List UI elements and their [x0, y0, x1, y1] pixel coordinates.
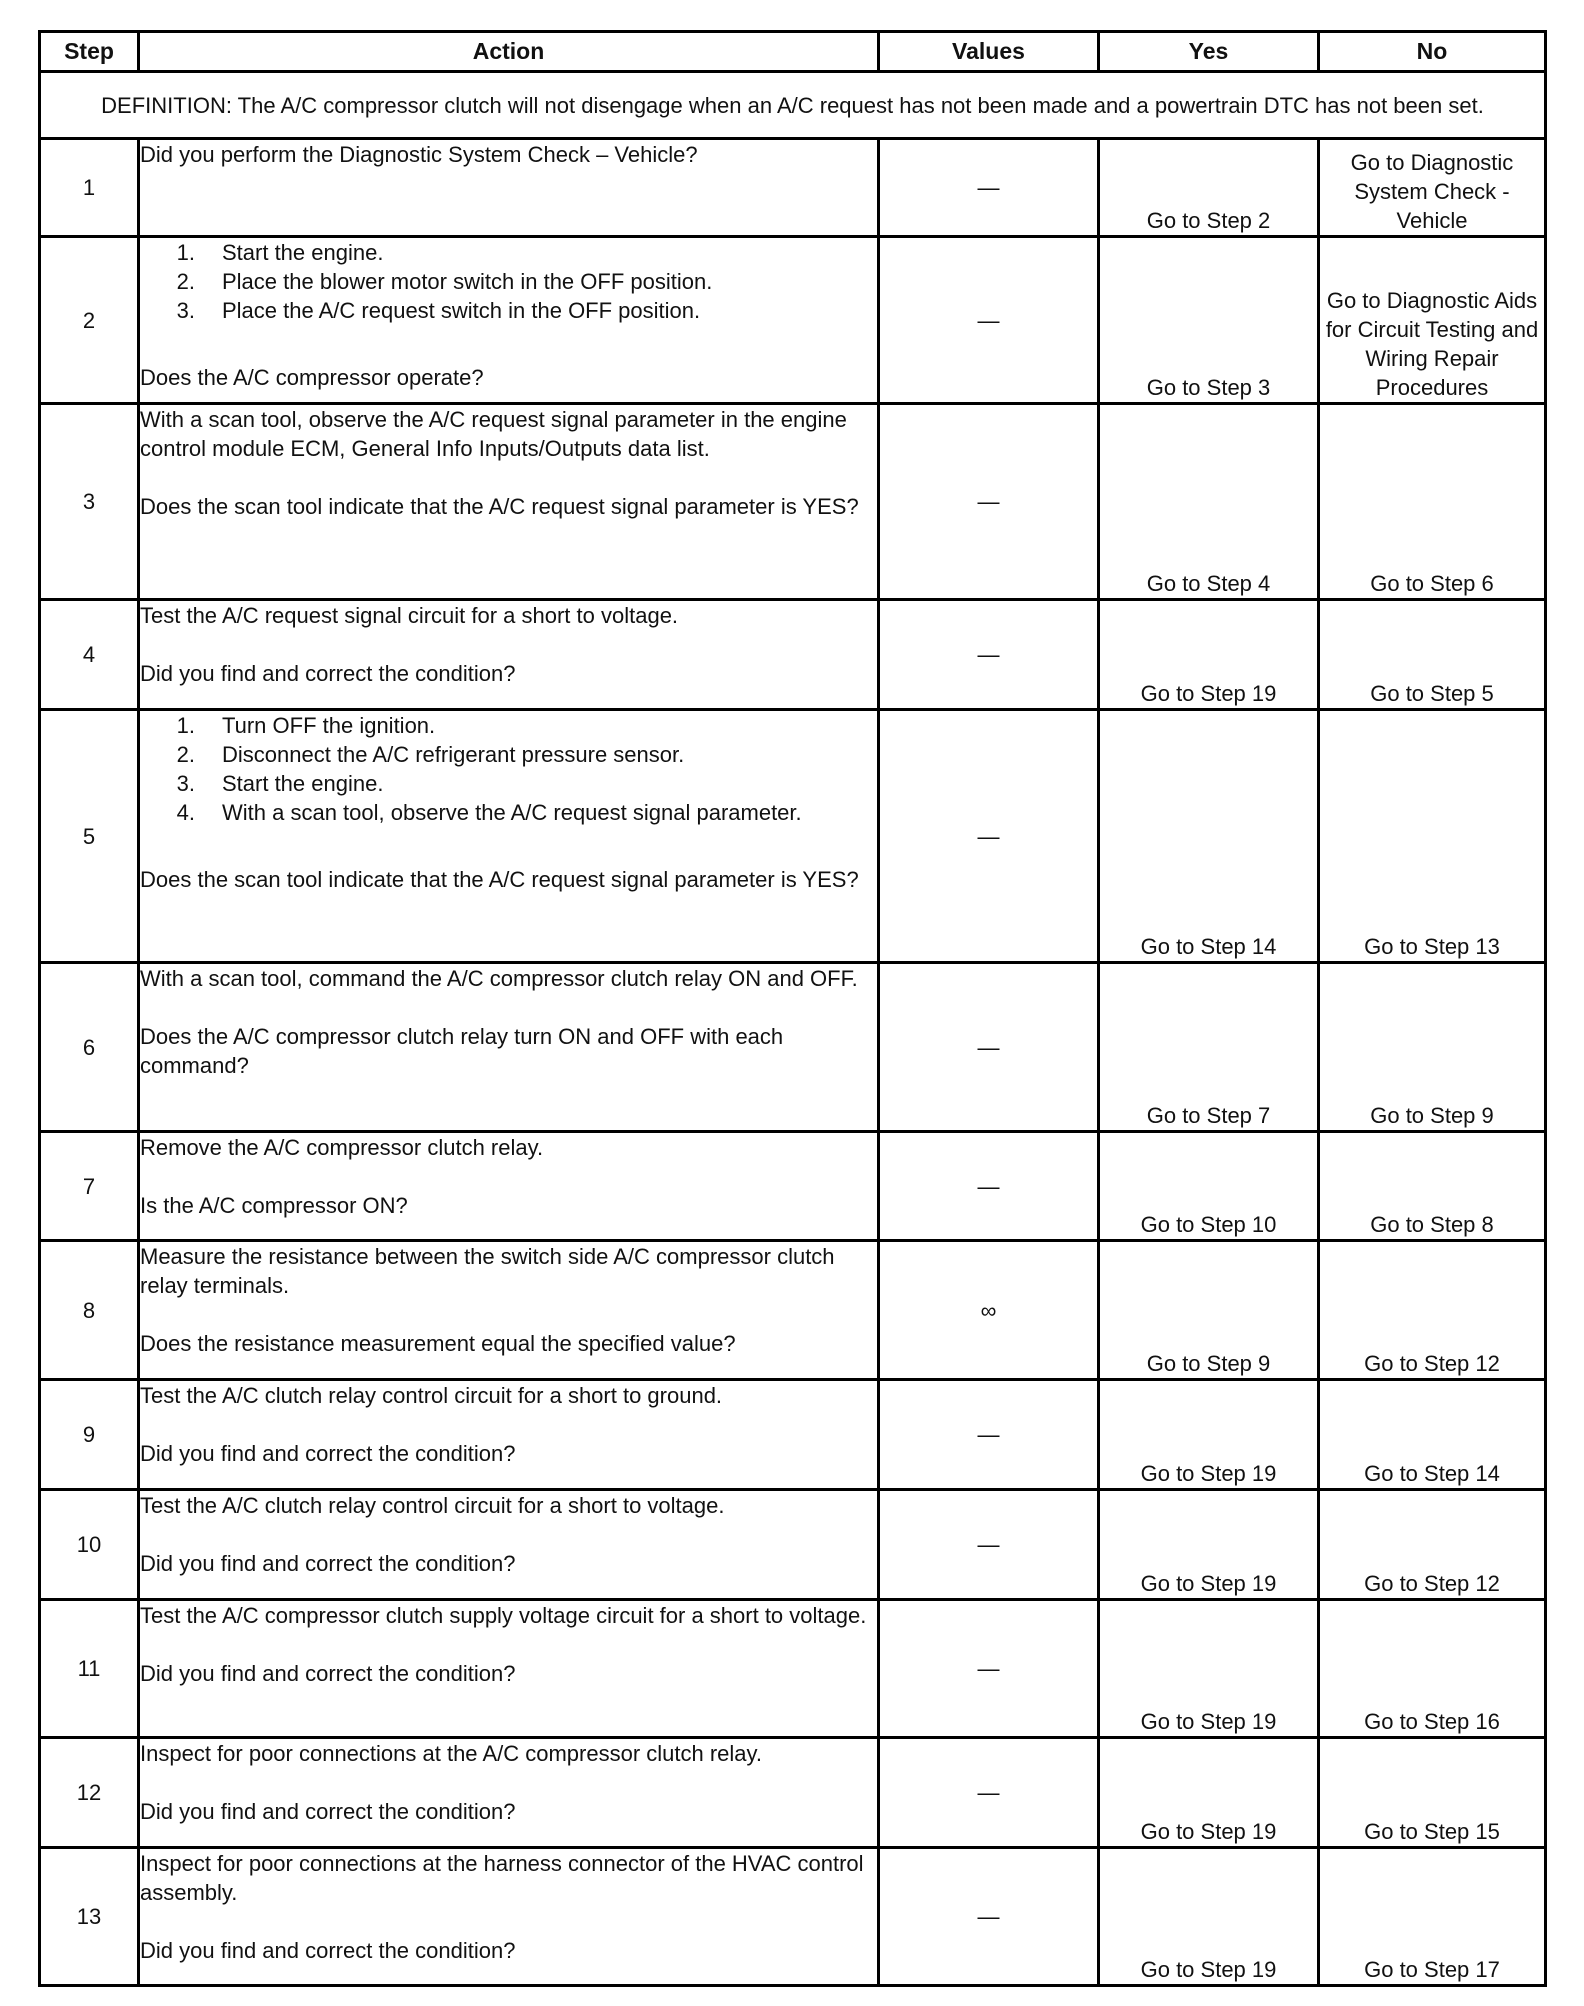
action-step-number: 4. [176, 800, 195, 825]
header-row [40, 32, 1546, 72]
no-cell: Go to Diagnostic Aids for Circuit Testing and Wiring Repair Procedures [1319, 237, 1546, 404]
table-row [40, 600, 1546, 710]
value-cell: — [879, 237, 1099, 404]
no-cell: Go to Diagnostic System Check - Vehicle [1319, 139, 1546, 237]
no-cell: Go to Step 16 [1319, 1600, 1546, 1738]
step-number: 3 [40, 404, 139, 600]
action-step-number: 3. [176, 771, 195, 796]
yes-cell: Go to Step 7 [1099, 963, 1319, 1132]
value-cell: — [879, 963, 1099, 1132]
action-cell [139, 963, 879, 1132]
step-number: 1 [40, 139, 139, 237]
action-text: With a scan tool, command the A/C compressor clutch relay ON and OFF. [140, 966, 858, 991]
no-cell: Go to Step 6 [1319, 404, 1546, 600]
step-number: 6 [40, 963, 139, 1132]
no-cell: Go to Step 12 [1319, 1241, 1546, 1380]
step-number: 13 [40, 1848, 139, 1986]
action-step-text: Place the blower motor switch in the OFF position. [222, 269, 713, 294]
definition-row [40, 72, 1546, 139]
yes-cell: Go to Step 19 [1099, 600, 1319, 710]
action-step-number: 2. [176, 269, 195, 294]
action-steps-list [140, 711, 877, 827]
yes-cell: Go to Step 3 [1099, 237, 1319, 404]
yes-cell: Go to Step 4 [1099, 404, 1319, 600]
action-text: Test the A/C clutch relay control circuit for a short to voltage. [140, 1493, 725, 1518]
no-cell: Go to Step 9 [1319, 963, 1546, 1132]
action-question: Does the scan tool indicate that the A/C request signal parameter is YES? [140, 494, 859, 519]
table-row [40, 1490, 1546, 1600]
action-question: Did you find and correct the condition? [140, 1799, 516, 1824]
action-text: Test the A/C compressor clutch supply voltage circuit for a short to voltage. [140, 1603, 867, 1628]
action-step-text: With a scan tool, observe the A/C request signal parameter. [222, 800, 802, 825]
action-step-number: 1. [176, 240, 195, 265]
header-values: Values [879, 32, 1099, 72]
action-step-item [140, 740, 877, 769]
yes-cell: Go to Step 19 [1099, 1600, 1319, 1738]
value-cell: — [879, 1600, 1099, 1738]
action-cell [139, 237, 879, 404]
step-number: 12 [40, 1738, 139, 1848]
action-cell [139, 1241, 879, 1380]
step-number: 5 [40, 710, 139, 963]
action-step-number: 1. [176, 713, 195, 738]
action-step-text: Turn OFF the ignition. [222, 713, 436, 738]
yes-cell: Go to Step 19 [1099, 1380, 1319, 1490]
value-cell: — [879, 404, 1099, 600]
step-number: 9 [40, 1380, 139, 1490]
table-row [40, 1241, 1546, 1380]
value-cell: ∞ [879, 1241, 1099, 1380]
value-cell: — [879, 139, 1099, 237]
action-cell [139, 1132, 879, 1241]
action-question: Does the A/C compressor clutch relay turn ON and OFF with each command? [140, 1024, 784, 1078]
table-row [40, 1132, 1546, 1241]
value-cell: — [879, 1848, 1099, 1986]
table-row [40, 963, 1546, 1132]
action-step-text: Start the engine. [222, 240, 384, 265]
table-row [40, 404, 1546, 600]
diagnostic-table [38, 30, 1547, 1987]
value-cell: — [879, 1738, 1099, 1848]
step-number: 2 [40, 237, 139, 404]
action-step-text: Start the engine. [222, 771, 384, 796]
action-cell [139, 1600, 879, 1738]
action-text: With a scan tool, observe the A/C request signal parameter in the engine control module ECM, General Info Inputs/Outputs data list. [140, 407, 847, 461]
step-number: 4 [40, 600, 139, 710]
yes-cell: Go to Step 2 [1099, 139, 1319, 237]
table-row [40, 139, 1546, 237]
header-yes: Yes [1099, 32, 1319, 72]
header-action: Action [139, 32, 879, 72]
action-step-item [140, 238, 877, 267]
action-text: Test the A/C request signal circuit for a short to voltage. [140, 603, 679, 628]
no-cell: Go to Step 8 [1319, 1132, 1546, 1241]
action-cell [139, 1380, 879, 1490]
no-cell: Go to Step 17 [1319, 1848, 1546, 1986]
step-number: 8 [40, 1241, 139, 1380]
action-cell [139, 600, 879, 710]
value-cell: — [879, 1380, 1099, 1490]
action-question: Does the A/C compressor operate? [140, 365, 484, 390]
action-step-item [140, 769, 877, 798]
action-step-number: 3. [176, 298, 195, 323]
action-step-item [140, 711, 877, 740]
step-number: 10 [40, 1490, 139, 1600]
no-cell: Go to Step 12 [1319, 1490, 1546, 1600]
action-step-number: 2. [176, 742, 195, 767]
action-text: Remove the A/C compressor clutch relay. [140, 1135, 544, 1160]
action-text: Did you perform the Diagnostic System Check – Vehicle? [140, 142, 698, 167]
definition-text: DEFINITION: The A/C compressor clutch will not disengage when an A/C request has not been made and a powertrain DTC has not been set. [40, 72, 1546, 139]
no-cell: Go to Step 5 [1319, 600, 1546, 710]
value-cell: — [879, 1132, 1099, 1241]
step-number: 11 [40, 1600, 139, 1738]
action-cell [139, 1848, 879, 1986]
table-row [40, 710, 1546, 963]
no-cell: Go to Step 14 [1319, 1380, 1546, 1490]
step-number: 7 [40, 1132, 139, 1241]
table-row [40, 237, 1546, 404]
table-row [40, 1600, 1546, 1738]
table-row [40, 1380, 1546, 1490]
header-step: Step [40, 32, 139, 72]
action-cell [139, 1738, 879, 1848]
action-text: Measure the resistance between the switch side A/C compressor clutch relay terminals. [140, 1244, 835, 1298]
header-no: No [1319, 32, 1546, 72]
no-cell: Go to Step 13 [1319, 710, 1546, 963]
no-cell: Go to Step 15 [1319, 1738, 1546, 1848]
action-question: Did you find and correct the condition? [140, 1441, 516, 1466]
action-text: Inspect for poor connections at the A/C compressor clutch relay. [140, 1741, 763, 1766]
yes-cell: Go to Step 9 [1099, 1241, 1319, 1380]
action-question: Did you find and correct the condition? [140, 661, 516, 686]
action-cell [139, 404, 879, 600]
value-cell: — [879, 600, 1099, 710]
yes-cell: Go to Step 19 [1099, 1848, 1319, 1986]
yes-cell: Go to Step 14 [1099, 710, 1319, 963]
action-question: Is the A/C compressor ON? [140, 1193, 408, 1218]
action-step-item [140, 798, 877, 827]
value-cell: — [879, 1490, 1099, 1600]
yes-cell: Go to Step 10 [1099, 1132, 1319, 1241]
table-row [40, 1738, 1546, 1848]
yes-cell: Go to Step 19 [1099, 1490, 1319, 1600]
action-cell [139, 710, 879, 963]
action-text: Inspect for poor connections at the harness connector of the HVAC control assembly. [140, 1851, 864, 1905]
action-cell [139, 1490, 879, 1600]
action-step-text: Place the A/C request switch in the OFF position. [222, 298, 701, 323]
action-question: Did you find and correct the condition? [140, 1551, 516, 1576]
action-question: Does the scan tool indicate that the A/C request signal parameter is YES? [140, 867, 859, 892]
value-cell: — [879, 710, 1099, 963]
action-question: Did you find and correct the condition? [140, 1661, 516, 1686]
action-step-item [140, 296, 877, 325]
action-steps-list [140, 238, 877, 325]
yes-cell: Go to Step 19 [1099, 1738, 1319, 1848]
table-row [40, 1848, 1546, 1986]
action-question: Did you find and correct the condition? [140, 1938, 516, 1963]
action-text: Test the A/C clutch relay control circuit for a short to ground. [140, 1383, 723, 1408]
action-step-text: Disconnect the A/C refrigerant pressure sensor. [222, 742, 685, 767]
action-question: Does the resistance measurement equal the specified value? [140, 1331, 736, 1356]
action-step-item [140, 267, 877, 296]
action-cell [139, 139, 879, 237]
